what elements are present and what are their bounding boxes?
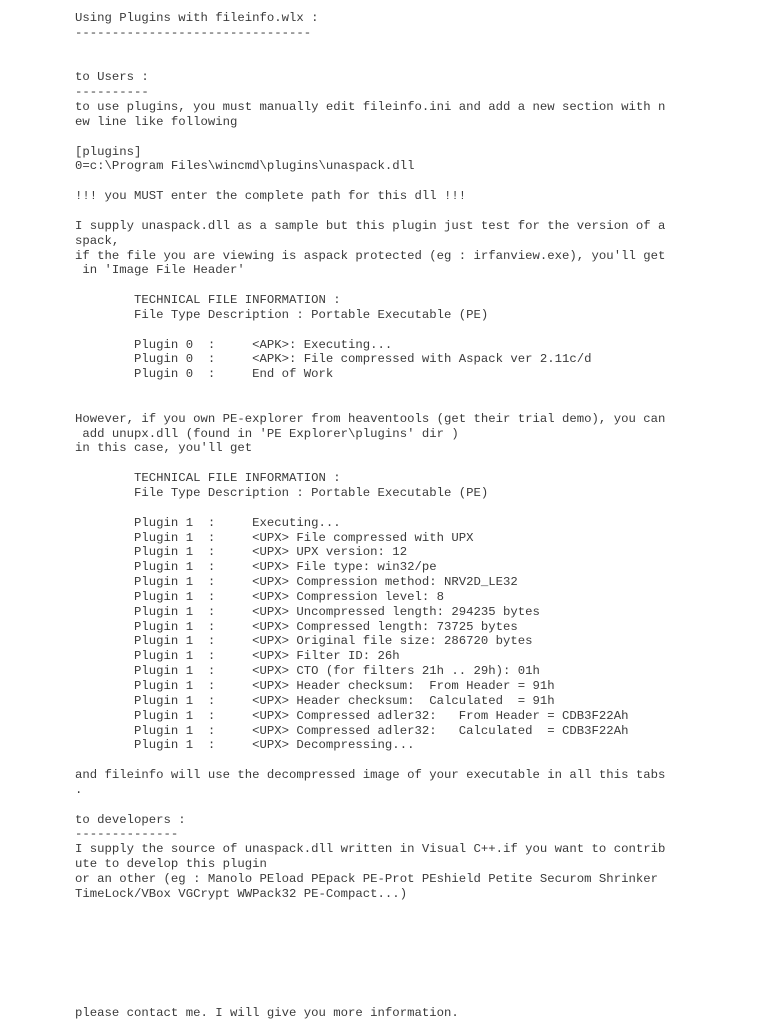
text-line: I supply unaspack.dll as a sample but this plugin just test for the version of a bbox=[75, 218, 666, 233]
text-line bbox=[75, 456, 665, 471]
text-line: in this case, you'll get bbox=[75, 441, 253, 456]
text-line: to use plugins, you must manually edit fileinfo.ini and add a new section with n bbox=[75, 100, 666, 115]
text-line bbox=[75, 753, 665, 768]
text-line: Plugin 1 : <UPX> Compressed adler32: Calculated = CDB3F22Ah bbox=[75, 723, 629, 738]
document-text bbox=[75, 11, 665, 902]
text-line: to developers : bbox=[75, 812, 186, 827]
text-line: File Type Description : Portable Executable (PE) bbox=[75, 486, 489, 500]
text-line: Plugin 1 : <UPX> Header checksum: Calculated = 91h bbox=[75, 693, 555, 708]
text-line bbox=[75, 382, 665, 397]
text-line: I supply the source of unaspack.dll written in Visual C++.if you want to contrib bbox=[75, 842, 666, 857]
text-line: and fileinfo will use the decompressed image of your executable in all this tabs bbox=[75, 768, 666, 783]
text-line: in 'Image File Header' bbox=[75, 263, 245, 278]
text-line: Plugin 1 : <UPX> Compression method: NRV2D_LE32 bbox=[75, 575, 518, 590]
footer-line: please contact me. I will give you more information. bbox=[75, 1006, 459, 1020]
text-line: ute to develop this plugin bbox=[75, 857, 267, 872]
text-line: 0=c:\Program Files\wincmd\plugins\unaspack.dll bbox=[75, 159, 415, 174]
text-line bbox=[75, 56, 665, 71]
text-line: Plugin 1 : <UPX> Compression level: 8 bbox=[75, 589, 444, 604]
text-line bbox=[75, 204, 665, 219]
text-line: Plugin 1 : <UPX> Header checksum: From Header = 91h bbox=[75, 678, 555, 693]
text-line: Plugin 1 : <UPX> File type: win32/pe bbox=[75, 560, 437, 575]
text-line: !!! you MUST enter the complete path for this dll !!! bbox=[75, 189, 467, 204]
text-line bbox=[75, 798, 665, 813]
text-line: -------------------------------- bbox=[75, 25, 312, 40]
text-line: Plugin 1 : <UPX> File compressed with UPX bbox=[75, 530, 474, 545]
text-line: or an other (eg : Manolo PEload PEpack PE-Prot PEshield Petite Securom Shrinker bbox=[75, 871, 658, 886]
text-line bbox=[75, 323, 665, 338]
text-line: Plugin 1 : <UPX> Original file size: 286720 bytes bbox=[75, 634, 533, 649]
text-line: TimeLock/VBox VGCrypt WWPack32 PE-Compact...) bbox=[75, 886, 408, 901]
text-line: However, if you own PE-explorer from heaventools (get their trial demo), you can bbox=[75, 411, 666, 426]
text-line: spack, bbox=[75, 233, 120, 248]
text-line: [plugins] bbox=[75, 144, 142, 159]
text-line: TECHNICAL FILE INFORMATION : bbox=[75, 471, 341, 486]
text-line: Plugin 0 : End of Work bbox=[75, 367, 334, 382]
text-line bbox=[75, 130, 665, 145]
text-line: Plugin 1 : <UPX> UPX version: 12 bbox=[75, 545, 408, 560]
text-line: TECHNICAL FILE INFORMATION : bbox=[75, 293, 341, 308]
text-line bbox=[75, 41, 665, 56]
text-line: Plugin 1 : <UPX> Compressed adler32: From Header = CDB3F22Ah bbox=[75, 708, 629, 723]
text-line: . bbox=[75, 782, 83, 797]
text-line: ew line like following bbox=[75, 114, 238, 129]
text-line: Plugin 1 : <UPX> Filter ID: 26h bbox=[75, 649, 400, 664]
text-line: Using Plugins with fileinfo.wlx : bbox=[75, 11, 319, 25]
text-line: Plugin 1 : <UPX> Decompressing... bbox=[75, 738, 415, 753]
text-line: ---------- bbox=[75, 85, 149, 100]
text-line: Plugin 1 : <UPX> Uncompressed length: 294235 bytes bbox=[75, 604, 540, 619]
text-line bbox=[75, 174, 665, 189]
text-line: if the file you are viewing is aspack protected (eg : irfanview.exe), you'll get bbox=[75, 248, 666, 263]
text-line: Plugin 0 : <APK>: Executing... bbox=[75, 337, 393, 352]
text-line bbox=[75, 501, 665, 516]
text-line bbox=[75, 397, 665, 412]
text-line: File Type Description : Portable Executable (PE) bbox=[75, 307, 489, 322]
text-line: Plugin 0 : <APK>: File compressed with Aspack ver 2.11c/d bbox=[75, 352, 592, 367]
text-line: Plugin 1 : <UPX> CTO (for filters 21h .. 29h): 01h bbox=[75, 664, 540, 679]
text-line: -------------- bbox=[75, 827, 179, 842]
text-line: Plugin 1 : <UPX> Compressed length: 73725 bytes bbox=[75, 619, 518, 634]
text-line: add unupx.dll (found in 'PE Explorer\plugins' dir ) bbox=[75, 426, 459, 441]
text-line: to Users : bbox=[75, 70, 149, 85]
text-line: Plugin 1 : Executing... bbox=[75, 515, 341, 530]
text-line bbox=[75, 278, 665, 293]
